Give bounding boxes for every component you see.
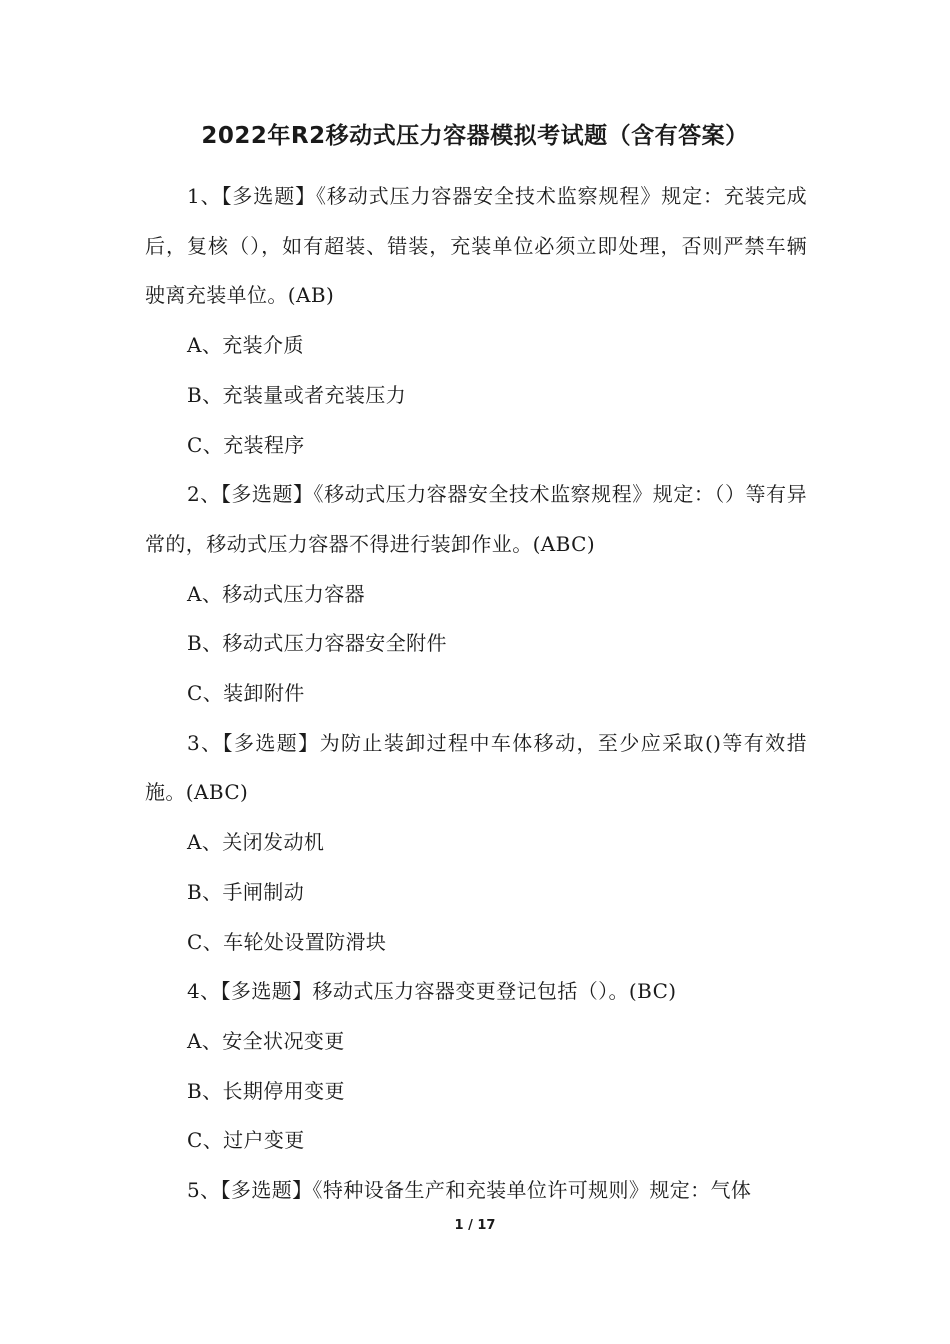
page-number: 1 / 17 <box>454 1218 496 1233</box>
answer-option: A、移动式压力容器 <box>187 581 366 606</box>
answer-option: A、关闭发动机 <box>187 830 325 855</box>
answer-option: B、长期停用变更 <box>187 1078 345 1103</box>
answer-option: A、安全状况变更 <box>187 1028 345 1053</box>
question-text: 1、【多选题】《移动式压力容器安全技术监察规程》规定：充装完成后，复核（），如有超装、错装，充装单位必须立即处理，否则严禁车辆驶离充装单位。(AB) <box>145 184 807 308</box>
question-block <box>145 1166 807 1216</box>
question-text: 4、【多选题】移动式压力容器变更登记包括（）。(BC) <box>187 979 677 1004</box>
question-block <box>145 719 807 968</box>
answer-option: B、移动式压力容器安全附件 <box>187 631 447 656</box>
answer-option: C、车轮处设置防滑块 <box>187 929 387 954</box>
question-text: 3、【多选题】为防止装卸过程中车体移动，至少应采取()等有效措施。(ABC) <box>145 730 807 805</box>
question-text: 5、【多选题】《特种设备生产和充装单位许可规则》规定：气体 <box>187 1178 752 1203</box>
question-list <box>145 172 807 1216</box>
answer-option: C、过户变更 <box>187 1128 305 1153</box>
question-block <box>145 967 807 1166</box>
answer-option: C、充装程序 <box>187 432 305 457</box>
answer-option: B、手闸制动 <box>187 879 305 904</box>
answer-option: C、装卸附件 <box>187 681 305 706</box>
answer-option: B、充装量或者充装压力 <box>187 382 407 407</box>
answer-option: A、充装介质 <box>187 333 304 358</box>
question-block <box>145 172 807 470</box>
page-title: 2022年R2移动式压力容器模拟考试题（含有答案） <box>201 123 749 149</box>
question-text: 2、【多选题】《移动式压力容器安全技术监察规程》规定：（）等有异常的，移动式压力容器不得进行装卸作业。(ABC) <box>145 482 807 556</box>
question-block <box>145 470 807 719</box>
